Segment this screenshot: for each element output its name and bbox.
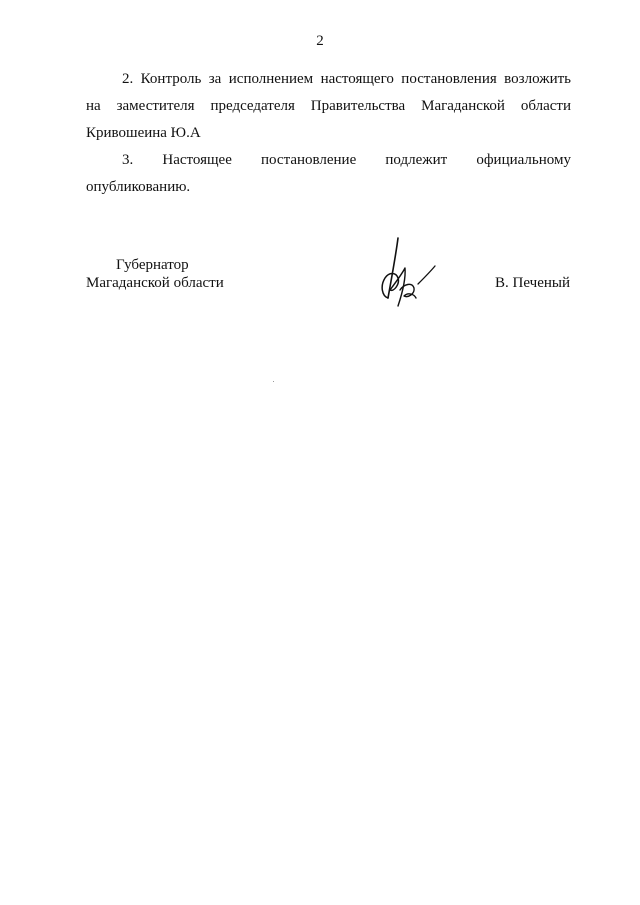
paragraph-3-line-1: 3. Настоящее постановление подлежит официальному [122,152,571,168]
scan-speck [273,381,274,382]
paragraph-2-line-1: 2. Контроль за исполнением настоящего постановления возложить [122,71,571,87]
paragraph-2-line-3: Кривошеина Ю.А [86,125,201,141]
signer-name: В. Печеный [495,275,570,291]
signatory-region: Магаданской области [86,275,224,291]
signatory-title: Губернатор [116,257,189,273]
handwritten-signature [372,232,442,312]
signatory-position [86,256,224,292]
paragraph-2-line-2: на заместителя председателя Правительства Магаданской области [86,98,571,114]
paragraph-3-line-2: опубликованию. [86,179,191,195]
page-number: 2 [316,33,324,49]
document-body [86,66,571,201]
